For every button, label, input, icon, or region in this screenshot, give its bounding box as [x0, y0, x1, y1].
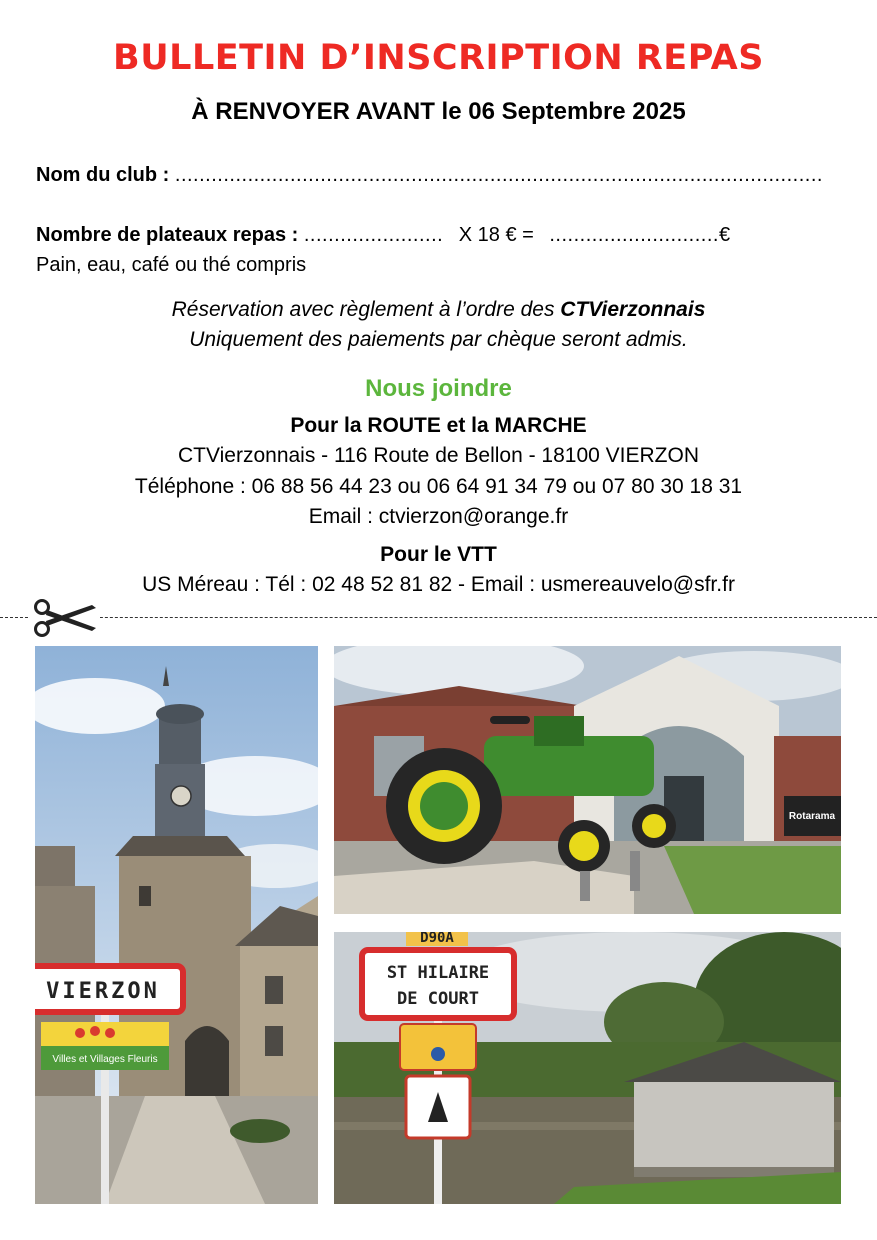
email-text: Email : ctvierzon@orange.fr	[308, 505, 569, 528]
page-title: BULLETIN D’INSCRIPTION REPAS	[113, 38, 764, 78]
plates-dots: .......................	[303, 224, 444, 246]
club-label: Nom du club :	[36, 164, 170, 186]
total-dots: ............................€	[549, 224, 731, 246]
address-text: CTVierzonnais - 116 Route de Bellon - 18100 VIERZON	[178, 444, 699, 467]
villes-fleuries-text: Villes et Villages Fleuris	[52, 1054, 158, 1065]
photo-st-hilaire	[334, 932, 841, 1204]
cut-line	[0, 617, 877, 618]
photo-tractor	[334, 646, 841, 914]
phone-text: Téléphone : 06 88 56 44 23 ou 06 64 91 34 79 ou 07 80 30 18 31	[134, 475, 743, 498]
plates-label: Nombre de plateaux repas :	[36, 224, 299, 246]
photo-vierzon-tower	[35, 646, 318, 1204]
vtt-contact-text: US Méreau : Tél : 02 48 52 81 82 - Email : usmereauvelo@sfr.fr	[142, 573, 735, 596]
tractor-banner-text: Rotarama	[788, 811, 836, 822]
payment-line-2: Uniquement des paiements par chèque seront admis.	[189, 328, 688, 351]
deadline-text: À RENVOYER AVANT le 06 Septembre 2025	[191, 98, 686, 125]
payment-prefix: Réservation avec règlement à l’ordre des	[171, 298, 561, 321]
scissors-icon	[30, 598, 100, 638]
payment-line-1	[0, 298, 877, 322]
plates-field	[36, 224, 731, 247]
club-dots: ...........................................................................................................	[174, 164, 823, 186]
vierzon-sign-text: VIERZON	[46, 979, 160, 1004]
club-field	[36, 164, 823, 187]
road-heading: Pour la ROUTE et la MARCHE	[290, 414, 587, 437]
payment-club-name: CTVierzonnais	[560, 298, 706, 321]
price-text: X 18 € =	[458, 224, 534, 246]
vtt-heading: Pour le VTT	[380, 543, 497, 566]
contact-heading: Nous joindre	[365, 375, 512, 402]
hilaire-line-2: DE COURT	[397, 989, 479, 1009]
road-number-text: D90A	[420, 932, 454, 946]
included-text: Pain, eau, café ou thé compris	[36, 254, 307, 276]
hilaire-line-1: ST HILAIRE	[386, 963, 490, 983]
